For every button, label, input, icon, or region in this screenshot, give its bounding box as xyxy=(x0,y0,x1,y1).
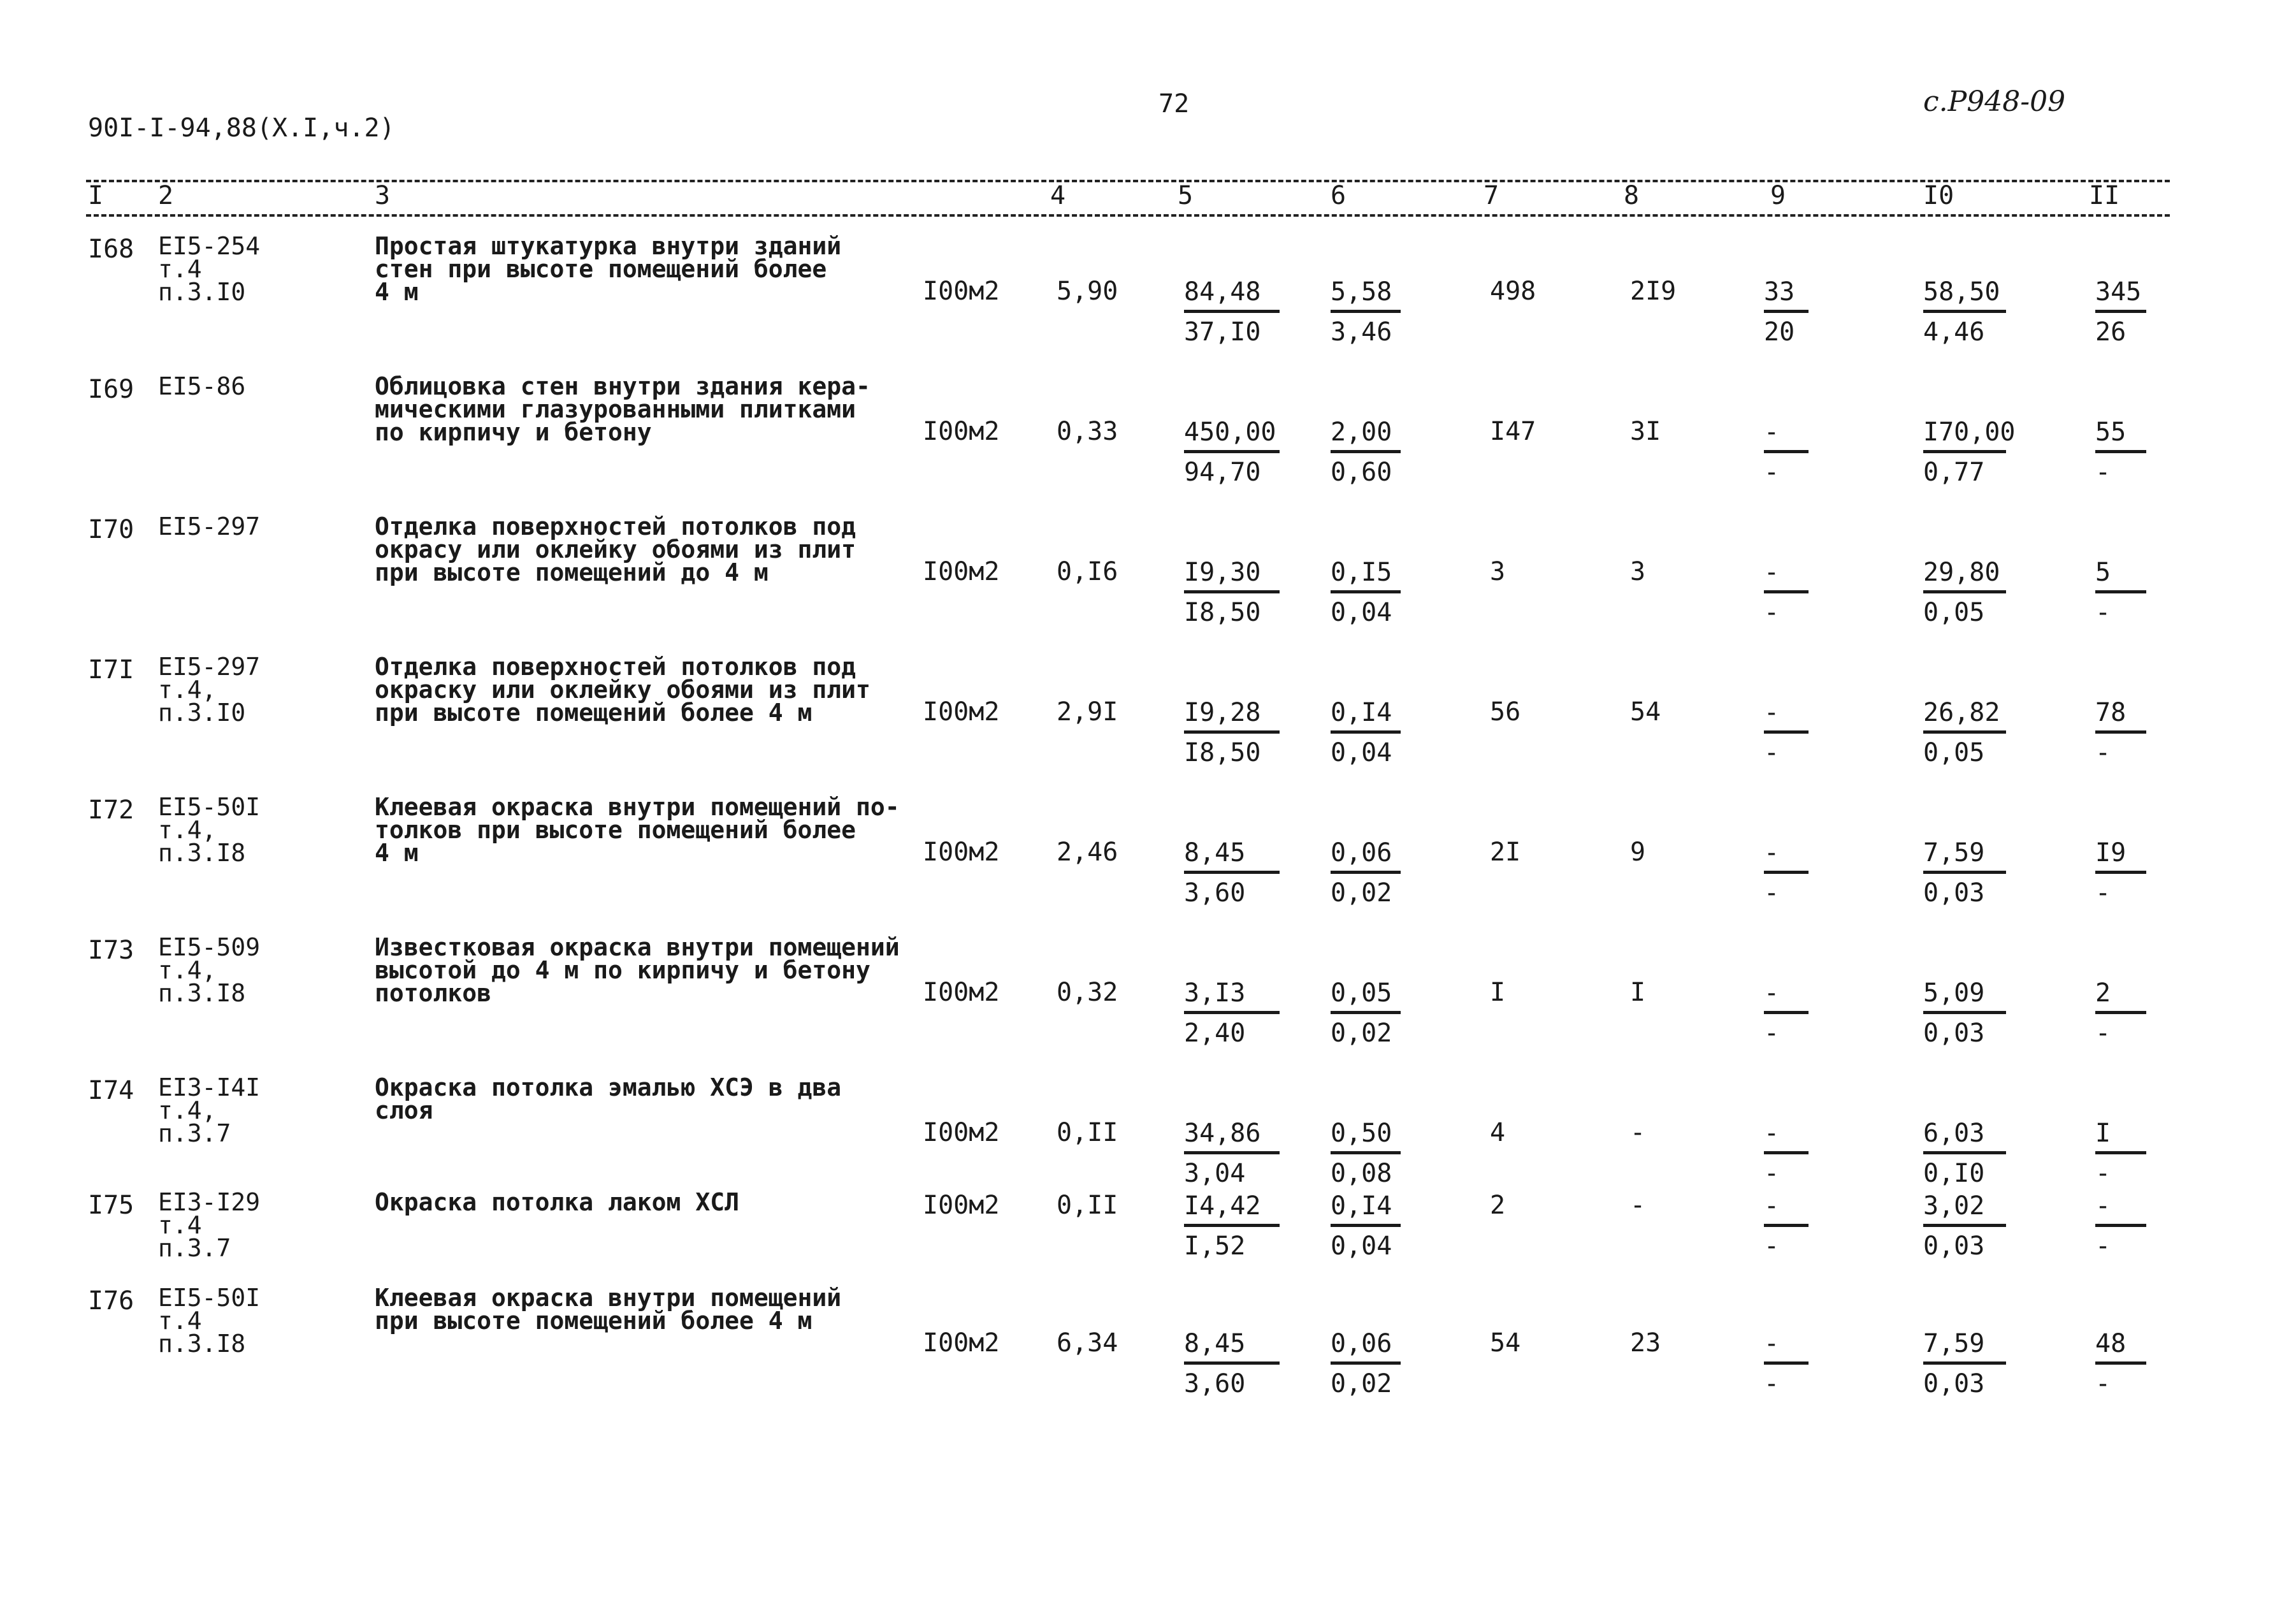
work-description-line: 4 м xyxy=(375,278,419,306)
col5-fraction-top: 8,45 xyxy=(1184,838,1246,868)
norm-code-line: т.4 xyxy=(158,1211,202,1239)
col9-fraction xyxy=(1764,417,1809,488)
col5-fraction-top: I9,28 xyxy=(1184,698,1261,727)
work-description-line: стен при высоте помещений более xyxy=(375,255,827,283)
col11-fraction xyxy=(2095,838,2146,908)
col8-cell: I xyxy=(1630,978,1646,1007)
document-code: 90I-I-94,88(X.I,ч.2) xyxy=(88,113,395,143)
col9-fraction-bar xyxy=(1764,1361,1809,1365)
col9-fraction xyxy=(1764,1118,1809,1189)
table-row xyxy=(0,655,2296,789)
col9-fraction-bottom: - xyxy=(1764,738,1780,767)
norm-code-line: EI5-254 xyxy=(158,232,261,260)
col10-fraction-top: I70,00 xyxy=(1923,417,2016,447)
col5-fraction xyxy=(1184,1328,1280,1399)
col5-fraction xyxy=(1184,277,1280,347)
col10-fraction-top: 7,59 xyxy=(1923,1329,1985,1358)
norm-code-line: п.3.7 xyxy=(158,1234,231,1262)
col10-fraction-bottom: 0,05 xyxy=(1923,598,1985,627)
col6-fraction-bottom: 0,04 xyxy=(1331,598,1392,627)
col11-fraction xyxy=(2095,1328,2146,1399)
col6-fraction xyxy=(1331,838,1401,908)
col11-fraction-bar xyxy=(2095,1151,2146,1154)
col5-fraction-bottom: 37,I0 xyxy=(1184,317,1261,347)
col5-fraction-top: 8,45 xyxy=(1184,1329,1246,1358)
col9-fraction-bottom: - xyxy=(1764,1159,1780,1188)
col11-fraction-bottom: - xyxy=(2095,1019,2111,1048)
col8-cell: 54 xyxy=(1630,697,1661,727)
col11-fraction-bottom: - xyxy=(2095,878,2111,908)
col5-fraction-bottom: 94,70 xyxy=(1184,458,1261,487)
col7-cell: 2 xyxy=(1490,1191,1506,1220)
col9-fraction xyxy=(1764,557,1809,628)
col10-fraction-top: 7,59 xyxy=(1923,838,1985,868)
col11-fraction-top: 5 xyxy=(2095,558,2111,587)
col9-fraction xyxy=(1764,978,1809,1049)
col9-fraction-top: 33 xyxy=(1764,277,1795,307)
col9-fraction-bar xyxy=(1764,450,1809,453)
col6-fraction xyxy=(1331,277,1401,347)
col6-fraction-bar xyxy=(1331,1361,1401,1365)
col6-fraction xyxy=(1331,1328,1401,1399)
row-number: I69 xyxy=(88,375,134,404)
col10-fraction-bar xyxy=(1923,1011,2006,1014)
col11-fraction xyxy=(2095,417,2146,488)
col10-fraction xyxy=(1923,838,2006,908)
table-row xyxy=(0,232,2296,368)
column-number-1: I xyxy=(88,181,104,210)
col6-fraction-bottom: 3,46 xyxy=(1331,317,1392,347)
col11-fraction-bar xyxy=(2095,730,2146,734)
quantity-cell: 2,46 xyxy=(1057,838,1118,867)
col10-fraction-bar xyxy=(1923,1224,2006,1227)
col11-fraction-bar xyxy=(2095,1361,2146,1365)
norm-code-line: EI5-297 xyxy=(158,653,261,681)
quantity-cell: 0,32 xyxy=(1057,978,1118,1007)
col10-fraction xyxy=(1923,417,2016,488)
col11-fraction xyxy=(2095,978,2146,1049)
col6-fraction-bar xyxy=(1331,1151,1401,1154)
col11-fraction-bottom: - xyxy=(2095,1369,2111,1398)
col10-fraction-top: 5,09 xyxy=(1923,978,1985,1008)
col6-fraction-top: 0,I5 xyxy=(1331,558,1392,587)
work-description-line: Облицовка стен внутри здания кера- xyxy=(375,372,870,400)
col10-fraction-top: 58,50 xyxy=(1923,277,2000,307)
norm-code-line: EI5-50I xyxy=(158,1284,261,1312)
work-description-line: мическими глазурованными плитками xyxy=(375,395,856,423)
col5-fraction-bar xyxy=(1184,871,1280,874)
col5-fraction-top: 84,48 xyxy=(1184,277,1261,307)
column-number-3: 3 xyxy=(375,181,391,210)
norm-code-line: т.4, xyxy=(158,956,217,984)
work-description-line: Отделка поверхностей потолков под xyxy=(375,653,856,681)
col9-fraction-top: - xyxy=(1764,1329,1780,1358)
col5-fraction-bar xyxy=(1184,1011,1280,1014)
row-number: I70 xyxy=(88,515,134,544)
work-description-line: при высоте помещений до 4 м xyxy=(375,558,769,586)
col9-fraction-bottom: - xyxy=(1764,878,1780,908)
table-row xyxy=(0,512,2296,649)
col5-fraction-bar xyxy=(1184,450,1280,453)
col11-fraction-bar xyxy=(2095,310,2146,313)
col5-fraction-bottom: 3,60 xyxy=(1184,1369,1246,1398)
col10-fraction xyxy=(1923,697,2006,768)
col11-fraction xyxy=(2095,557,2146,628)
header-rule-top xyxy=(86,180,2170,182)
col9-fraction-bar xyxy=(1764,1151,1809,1154)
col5-fraction-bar xyxy=(1184,310,1280,313)
col9-fraction-top: - xyxy=(1764,978,1780,1008)
work-description-line: Известковая окраска внутри помещений xyxy=(375,933,900,961)
col6-fraction-bar xyxy=(1331,310,1401,313)
col11-fraction-top: 2 xyxy=(2095,978,2111,1008)
col6-fraction-bar xyxy=(1331,590,1401,593)
table-row xyxy=(0,1073,2296,1210)
col5-fraction xyxy=(1184,1191,1280,1261)
col6-fraction-bottom: 0,04 xyxy=(1331,1231,1392,1261)
norm-code-line: п.3.I0 xyxy=(158,278,246,306)
col8-cell: 2I9 xyxy=(1630,277,1677,306)
norm-code-line: п.3.7 xyxy=(158,1119,231,1147)
col5-fraction-bar xyxy=(1184,590,1280,593)
col5-fraction-bar xyxy=(1184,1224,1280,1227)
col11-fraction-bar xyxy=(2095,871,2146,874)
quantity-cell: 2,9I xyxy=(1057,697,1118,727)
col10-fraction-bottom: 0,03 xyxy=(1923,878,1985,908)
col11-fraction-bottom: 26 xyxy=(2095,317,2126,347)
col11-fraction-bottom: - xyxy=(2095,1159,2111,1188)
col10-fraction-bottom: 0,03 xyxy=(1923,1019,1985,1048)
work-description-line: по кирпичу и бетону xyxy=(375,418,652,446)
col7-cell: 4 xyxy=(1490,1118,1506,1147)
col11-fraction-top: I9 xyxy=(2095,838,2126,868)
col7-cell: 3 xyxy=(1490,557,1506,586)
col10-fraction xyxy=(1923,557,2006,628)
col10-fraction xyxy=(1923,1191,2006,1261)
norm-code-line: п.3.I0 xyxy=(158,699,246,727)
col5-fraction xyxy=(1184,978,1280,1049)
work-description-line: Простая штукатурка внутри зданий xyxy=(375,232,842,260)
row-number: I7I xyxy=(88,655,134,685)
col9-fraction-bar xyxy=(1764,310,1809,313)
col11-fraction-top: - xyxy=(2095,1191,2111,1221)
column-number-11: II xyxy=(2089,181,2120,210)
quantity-cell: 6,34 xyxy=(1057,1328,1118,1358)
unit-cell: I00м2 xyxy=(923,1328,1000,1358)
col5-fraction-top: 3,I3 xyxy=(1184,978,1246,1008)
row-number: I74 xyxy=(88,1076,134,1105)
norm-code-line: п.3.I8 xyxy=(158,1330,246,1358)
col9-fraction-bar xyxy=(1764,1224,1809,1227)
col9-fraction-top: - xyxy=(1764,1119,1780,1148)
col6-fraction-bottom: 0,02 xyxy=(1331,878,1392,908)
row-number: I76 xyxy=(88,1286,134,1316)
col11-fraction-bar xyxy=(2095,450,2146,453)
col9-fraction xyxy=(1764,1191,1809,1261)
work-description-line: окрасу или оклейку обоями из плит xyxy=(375,535,856,563)
unit-cell: I00м2 xyxy=(923,277,1000,306)
col8-cell: - xyxy=(1630,1118,1646,1147)
table-row xyxy=(0,372,2296,509)
col8-cell: 23 xyxy=(1630,1328,1661,1358)
work-description-line: толков при высоте помещений более xyxy=(375,816,856,844)
table-row xyxy=(0,1286,2296,1420)
col5-fraction-bottom: I,52 xyxy=(1184,1231,1246,1261)
col6-fraction xyxy=(1331,557,1401,628)
col8-cell: 3I xyxy=(1630,417,1661,446)
col9-fraction-top: - xyxy=(1764,698,1780,727)
col10-fraction-top: 3,02 xyxy=(1923,1191,1985,1221)
col5-fraction xyxy=(1184,557,1280,628)
work-description-line: Отделка поверхностей потолков под xyxy=(375,512,856,541)
norm-code-line: т.4, xyxy=(158,676,217,704)
col5-fraction-top: 450,00 xyxy=(1184,417,1276,447)
norm-code-line: EI3-I29 xyxy=(158,1188,261,1216)
col9-fraction xyxy=(1764,697,1809,768)
col10-fraction-top: 29,80 xyxy=(1923,558,2000,587)
col11-fraction-bottom: - xyxy=(2095,1231,2111,1261)
quantity-cell: 0,I6 xyxy=(1057,557,1118,586)
page-number: 72 xyxy=(1159,89,1190,119)
unit-cell: I00м2 xyxy=(923,978,1000,1007)
col11-fraction-bar xyxy=(2095,1011,2146,1014)
quantity-cell: 5,90 xyxy=(1057,277,1118,306)
col9-fraction-bottom: - xyxy=(1764,1231,1780,1261)
col10-fraction-bottom: 0,05 xyxy=(1923,738,1985,767)
unit-cell: I00м2 xyxy=(923,557,1000,586)
col5-fraction-bottom: 3,60 xyxy=(1184,878,1246,908)
column-number-7: 7 xyxy=(1484,181,1499,210)
col11-fraction-bottom: - xyxy=(2095,458,2111,487)
col8-cell: - xyxy=(1630,1191,1646,1220)
col6-fraction-top: 0,50 xyxy=(1331,1119,1392,1148)
col5-fraction xyxy=(1184,838,1280,908)
unit-cell: I00м2 xyxy=(923,697,1000,727)
col11-fraction-bottom: - xyxy=(2095,598,2111,627)
col6-fraction-top: 0,I4 xyxy=(1331,1191,1392,1221)
col10-fraction-bar xyxy=(1923,1361,2006,1365)
col6-fraction-bar xyxy=(1331,1011,1401,1014)
col6-fraction-top: 0,06 xyxy=(1331,838,1392,868)
col11-fraction-top: 48 xyxy=(2095,1329,2126,1358)
col7-cell: 498 xyxy=(1490,277,1536,306)
col9-fraction-top: - xyxy=(1764,558,1780,587)
norm-code-line: т.4, xyxy=(158,1096,217,1124)
col6-fraction-bar xyxy=(1331,730,1401,734)
col9-fraction-bottom: 20 xyxy=(1764,317,1795,347)
col9-fraction-bottom: - xyxy=(1764,1369,1780,1398)
col6-fraction-bottom: 0,04 xyxy=(1331,738,1392,767)
col10-fraction-bottom: 4,46 xyxy=(1923,317,1985,347)
col8-cell: 9 xyxy=(1630,838,1646,867)
col10-fraction-bar xyxy=(1923,871,2006,874)
col8-cell: 3 xyxy=(1630,557,1646,586)
norm-code-line: т.4 xyxy=(158,1307,202,1335)
col5-fraction xyxy=(1184,1118,1280,1189)
table-row xyxy=(0,933,2296,1070)
col11-fraction xyxy=(2095,697,2146,768)
col10-fraction xyxy=(1923,978,2006,1049)
col6-fraction-bottom: 0,02 xyxy=(1331,1369,1392,1398)
col7-cell: I47 xyxy=(1490,417,1536,446)
quantity-cell: 0,II xyxy=(1057,1118,1118,1147)
col7-cell: 2I xyxy=(1490,838,1521,867)
unit-cell: I00м2 xyxy=(923,1191,1000,1220)
norm-code-line: п.3.I8 xyxy=(158,839,246,867)
col6-fraction-bottom: 0,60 xyxy=(1331,458,1392,487)
col10-fraction-bottom: 0,03 xyxy=(1923,1369,1985,1398)
col5-fraction-top: I4,42 xyxy=(1184,1191,1261,1221)
col9-fraction-bottom: - xyxy=(1764,458,1780,487)
norm-code-line: EI5-86 xyxy=(158,372,246,400)
col10-fraction xyxy=(1923,1118,2006,1189)
col9-fraction-bottom: - xyxy=(1764,598,1780,627)
col10-fraction xyxy=(1923,1328,2006,1399)
unit-cell: I00м2 xyxy=(923,1118,1000,1147)
col5-fraction-bottom: I8,50 xyxy=(1184,738,1261,767)
work-description-line: 4 м xyxy=(375,839,419,867)
work-description-line: окраску или оклейку обоями из плит xyxy=(375,676,870,704)
work-description-line: высотой до 4 м по кирпичу и бетону xyxy=(375,956,870,984)
col5-fraction-bottom: 2,40 xyxy=(1184,1019,1246,1048)
col5-fraction-bottom: I8,50 xyxy=(1184,598,1261,627)
col6-fraction-top: 0,05 xyxy=(1331,978,1392,1008)
col5-fraction xyxy=(1184,697,1280,768)
column-number-4: 4 xyxy=(1050,181,1066,210)
col10-fraction-bottom: 0,I0 xyxy=(1923,1159,1985,1188)
col10-fraction-bar xyxy=(1923,730,2006,734)
col5-fraction-bar xyxy=(1184,1151,1280,1154)
col11-fraction-bottom: - xyxy=(2095,738,2111,767)
column-number-9: 9 xyxy=(1770,181,1786,210)
norm-code-line: EI5-509 xyxy=(158,933,261,961)
col9-fraction-bottom: - xyxy=(1764,1019,1780,1048)
column-number-8: 8 xyxy=(1624,181,1640,210)
col9-fraction xyxy=(1764,277,1809,347)
col9-fraction-top: - xyxy=(1764,838,1780,868)
col11-fraction-top: 55 xyxy=(2095,417,2126,447)
table-row xyxy=(0,795,2296,929)
col10-fraction-top: 26,82 xyxy=(1923,698,2000,727)
column-number-6: 6 xyxy=(1331,181,1347,210)
unit-cell: I00м2 xyxy=(923,838,1000,867)
col6-fraction-bottom: 0,02 xyxy=(1331,1019,1392,1048)
col11-fraction-bar xyxy=(2095,590,2146,593)
norm-code-line: EI3-I4I xyxy=(158,1073,261,1101)
archive-stamp: с.Р948-09 xyxy=(1923,85,2066,118)
col5-fraction-bottom: 3,04 xyxy=(1184,1159,1246,1188)
col11-fraction-bar xyxy=(2095,1224,2146,1227)
col9-fraction-top: - xyxy=(1764,417,1780,447)
row-number: I75 xyxy=(88,1191,134,1220)
col11-fraction xyxy=(2095,277,2146,347)
col11-fraction-top: 345 xyxy=(2095,277,2142,307)
norm-code-line: т.4, xyxy=(158,816,217,844)
col5-fraction-top: 34,86 xyxy=(1184,1119,1261,1148)
col10-fraction-bar xyxy=(1923,590,2006,593)
column-number-5: 5 xyxy=(1178,181,1194,210)
work-description-line: Окраска потолка лаком ХСЛ xyxy=(375,1188,739,1216)
col10-fraction-bottom: 0,03 xyxy=(1923,1231,1985,1261)
col6-fraction-bar xyxy=(1331,871,1401,874)
col5-fraction-top: I9,30 xyxy=(1184,558,1261,587)
col6-fraction-bar xyxy=(1331,1224,1401,1227)
col11-fraction-top: I xyxy=(2095,1119,2111,1148)
norm-code-line: EI5-297 xyxy=(158,512,261,541)
col9-fraction-bar xyxy=(1764,1011,1809,1014)
col9-fraction-bar xyxy=(1764,871,1809,874)
col10-fraction-top: 6,03 xyxy=(1923,1119,1985,1148)
col11-fraction-top: 78 xyxy=(2095,698,2126,727)
col9-fraction-top: - xyxy=(1764,1191,1780,1221)
column-number-2: 2 xyxy=(158,181,174,210)
column-number-10: I0 xyxy=(1923,181,1954,210)
col9-fraction xyxy=(1764,838,1809,908)
col10-fraction-bar xyxy=(1923,1151,2006,1154)
col11-fraction xyxy=(2095,1191,2146,1261)
col5-fraction xyxy=(1184,417,1280,488)
norm-code-line: EI5-50I xyxy=(158,793,261,821)
col6-fraction xyxy=(1331,1191,1401,1261)
col10-fraction-bar xyxy=(1923,310,2006,313)
col6-fraction xyxy=(1331,1118,1401,1189)
col9-fraction xyxy=(1764,1328,1809,1399)
col7-cell: I xyxy=(1490,978,1506,1007)
col9-fraction-bar xyxy=(1764,730,1809,734)
col6-fraction xyxy=(1331,417,1401,488)
work-description-line: потолков xyxy=(375,979,492,1007)
col10-fraction-bar xyxy=(1923,450,2006,453)
norm-code-line: п.3.I8 xyxy=(158,979,246,1007)
col6-fraction xyxy=(1331,697,1401,768)
norm-code-line: т.4 xyxy=(158,255,202,283)
col6-fraction xyxy=(1331,978,1401,1049)
col6-fraction-top: 5,58 xyxy=(1331,277,1392,307)
row-number: I68 xyxy=(88,235,134,264)
header-rule-bottom xyxy=(86,214,2170,217)
quantity-cell: 0,33 xyxy=(1057,417,1118,446)
work-description-line: Клеевая окраска внутри помещений xyxy=(375,1284,842,1312)
work-description-line: слоя xyxy=(375,1096,433,1124)
quantity-cell: 0,II xyxy=(1057,1191,1118,1220)
col7-cell: 54 xyxy=(1490,1328,1521,1358)
col6-fraction-bottom: 0,08 xyxy=(1331,1159,1392,1188)
col10-fraction-bottom: 0,77 xyxy=(1923,458,1985,487)
col5-fraction-bar xyxy=(1184,730,1280,734)
work-description-line: при высоте помещений более 4 м xyxy=(375,699,812,727)
col6-fraction-top: 0,I4 xyxy=(1331,698,1392,727)
col6-fraction-top: 2,00 xyxy=(1331,417,1392,447)
work-description-line: при высоте помещений более 4 м xyxy=(375,1307,812,1335)
col11-fraction xyxy=(2095,1118,2146,1189)
work-description-line: Окраска потолка эмалью ХСЭ в два xyxy=(375,1073,842,1101)
row-number: I72 xyxy=(88,795,134,825)
unit-cell: I00м2 xyxy=(923,417,1000,446)
col9-fraction-bar xyxy=(1764,590,1809,593)
col10-fraction xyxy=(1923,277,2006,347)
col5-fraction-bar xyxy=(1184,1361,1280,1365)
col6-fraction-bar xyxy=(1331,450,1401,453)
col6-fraction-top: 0,06 xyxy=(1331,1329,1392,1358)
work-description-line: Клеевая окраска внутри помещений по- xyxy=(375,793,900,821)
row-number: I73 xyxy=(88,936,134,965)
col7-cell: 56 xyxy=(1490,697,1521,727)
